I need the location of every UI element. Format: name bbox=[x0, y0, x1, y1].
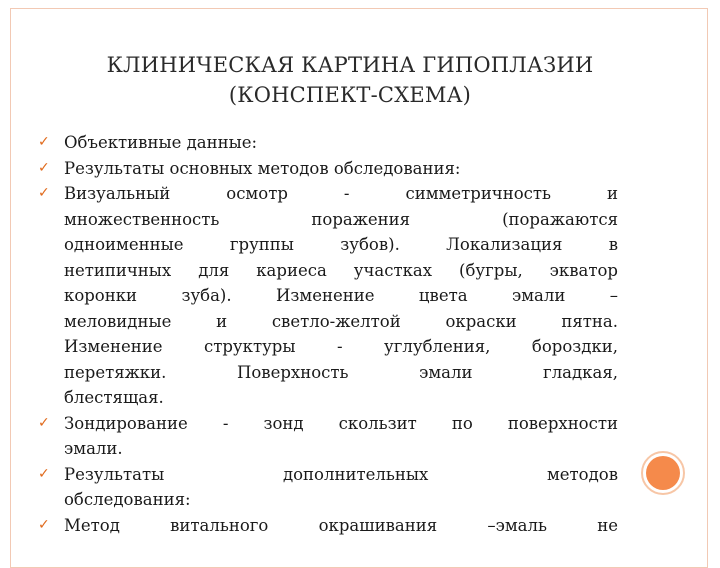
line: Визуальный осмотр - симметричность и bbox=[64, 184, 618, 203]
line: эмали. bbox=[64, 439, 123, 458]
line: коронки зуба). Изменение цвета эмали – bbox=[64, 286, 618, 305]
line: меловидные и светло-желтой окраски пятна. bbox=[64, 311, 618, 331]
line: Результаты основных методов обследования: bbox=[64, 158, 461, 178]
line: Зондирование - зонд скользит по поверхности bbox=[64, 413, 618, 433]
line: блестящая. bbox=[64, 388, 164, 407]
list-item bbox=[38, 411, 618, 462]
list-item bbox=[38, 181, 618, 411]
line: нетипичных для кариеса участках (бугры, экватор bbox=[64, 260, 618, 280]
line: Изменение структуры - углубления, бороздки, bbox=[64, 337, 618, 356]
line: обследования: bbox=[64, 490, 191, 509]
checkmark-icon: ✓ bbox=[38, 159, 50, 176]
list-item bbox=[38, 156, 618, 182]
line: Результаты дополнительных методов bbox=[64, 464, 618, 484]
checkmark-icon: ✓ bbox=[38, 414, 50, 431]
title-line-1: КЛИНИЧЕСКАЯ КАРТИНА ГИПОПЛАЗИИ bbox=[106, 53, 594, 77]
list-item bbox=[38, 130, 618, 156]
checkmark-icon: ✓ bbox=[38, 465, 50, 482]
line: множественность поражения (поражаются bbox=[64, 209, 618, 229]
line: одноименные группы зубов). Локализация в bbox=[64, 235, 618, 254]
line: перетяжки. Поверхность эмали гладкая, bbox=[64, 362, 618, 382]
list-item bbox=[38, 513, 618, 539]
checkmark-icon: ✓ bbox=[38, 185, 50, 201]
bullet-list bbox=[38, 130, 618, 538]
line: Метод витального окрашивания –эмаль не bbox=[64, 515, 618, 535]
decorative-circle bbox=[646, 456, 680, 490]
list-item bbox=[38, 462, 618, 513]
line: Объективные данные: bbox=[64, 133, 258, 152]
slide-title bbox=[0, 50, 700, 110]
checkmark-icon: ✓ bbox=[38, 134, 50, 150]
title-line-2: (КОНСПЕКТ-СХЕМА) bbox=[228, 83, 472, 107]
checkmark-icon: ✓ bbox=[38, 516, 50, 533]
